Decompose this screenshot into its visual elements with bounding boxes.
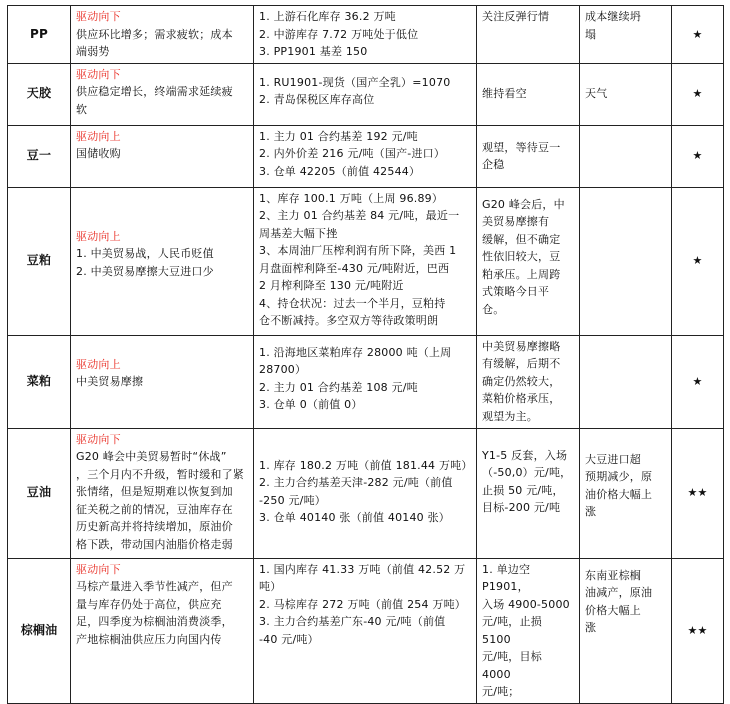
view-line: 有缓解，后期不	[482, 357, 561, 370]
data-line: 3. 仓单 0（前值 0）	[259, 398, 363, 411]
driver-desc: 供应稳定增长，终端需求延续疲	[76, 85, 233, 98]
driver-cell	[71, 125, 254, 187]
data-line: 2. 内外价差 216 元/吨（国产-进口）	[259, 147, 446, 160]
data-cell	[254, 558, 477, 703]
risk-line: 天气	[585, 87, 608, 101]
table-row	[8, 187, 724, 335]
driver-label: 驱动向下	[76, 432, 121, 446]
driver-desc: 1. 中美贸易战，人民币贬值	[76, 247, 214, 260]
star-rating: ★	[672, 63, 724, 125]
data-cell	[254, 125, 477, 187]
risk-line: 大豆进口超	[585, 452, 641, 466]
data-line: 2. 主力 01 合约基差 108 元/吨	[259, 380, 418, 394]
risk-cell	[580, 558, 672, 703]
data-line: 2、主力 01 合约基差 84 元/吨，最近一	[259, 209, 460, 222]
data-line: 3、本周油厂压榨利润有所下降，美西 1	[259, 244, 457, 257]
table-row	[8, 428, 724, 558]
driver-cell	[71, 6, 254, 64]
view-line: 菜粕价格承压，	[482, 392, 561, 405]
view-line: 确定仍然较大，	[482, 374, 561, 388]
view-line: 止损 50 元/吨，	[482, 483, 564, 497]
driver-label: 驱动向上	[76, 357, 121, 371]
view-line: （-50,0）元/吨，	[482, 466, 572, 479]
driver-desc: G20 峰会中美贸易暂时“休战”	[76, 450, 227, 463]
risk-line: 涨	[585, 621, 597, 634]
commodity-table	[7, 5, 724, 704]
view-line: 粕承压。上周跨	[482, 267, 561, 281]
view-cell	[477, 125, 580, 187]
data-line: 1. 库存 180.2 万吨（前值 181.44 万吨）	[259, 458, 473, 472]
data-line: 3. 仓单 42205（前值 42544）	[259, 164, 421, 178]
risk-cell	[580, 125, 672, 187]
view-cell	[477, 6, 580, 64]
driver-cell	[71, 335, 254, 428]
driver-desc: 中美贸易摩擦	[76, 375, 144, 388]
view-line: 关注反弹行情	[482, 10, 550, 23]
view-line: 目标-200 元/吨	[482, 501, 561, 514]
data-line: -40 元/吨）	[259, 632, 319, 646]
data-line: 2 月榨利降至 130 元/吨附近	[259, 279, 404, 292]
data-cell	[254, 187, 477, 335]
commodity-name: 菜粕	[8, 335, 71, 428]
data-cell	[254, 428, 477, 558]
view-line: 美贸易摩擦有	[482, 215, 550, 228]
data-line: 3. 仓单 40140 张（前值 40140 张）	[259, 511, 450, 524]
view-cell	[477, 558, 580, 703]
view-line: 维持看空	[482, 87, 527, 101]
table-row	[8, 6, 724, 64]
data-line: 3. 主力合约基差广东-40 元/吨（前值	[259, 615, 446, 628]
driver-desc: 国储收购	[76, 147, 121, 160]
data-line: 2. 马棕库存 272 万吨（前值 254 万吨）	[259, 597, 466, 611]
commodity-name: PP	[8, 6, 71, 64]
risk-line: 价格大幅上	[585, 603, 641, 617]
driver-cell	[71, 187, 254, 335]
view-line: 缓解，但不确定	[482, 232, 561, 246]
star-rating: ★	[672, 125, 724, 187]
view-line: 元/吨；	[482, 685, 520, 698]
view-line: Y1-5 反套，入场	[482, 448, 568, 462]
driver-label: 驱动向下	[76, 10, 121, 23]
view-line: 观望为主。	[482, 409, 538, 423]
view-line: 元/吨，止损 5100	[482, 615, 542, 646]
risk-line: 涨	[585, 505, 597, 518]
driver-desc: 征关税之前的情况，豆油库存在	[76, 502, 233, 516]
view-line: 中美贸易摩擦略	[482, 339, 561, 353]
data-line: 仓不断减持。多空双方等待政策明朗	[259, 314, 439, 327]
view-line: 元/吨，目标 4000	[482, 650, 542, 681]
star-rating: ★	[672, 187, 724, 335]
driver-desc: 格下跌，带动国内油脂价格走弱	[76, 537, 233, 551]
driver-desc: 马棕产量进入季节性减产，但产	[76, 580, 233, 593]
data-line: 28700）	[259, 363, 307, 376]
table-row	[8, 63, 724, 125]
driver-cell	[71, 428, 254, 558]
view-line: G20 峰会后，中	[482, 197, 565, 211]
data-line: 2. 中游库存 7.72 万吨处于低位	[259, 27, 419, 41]
data-line: -250 元/吨）	[259, 493, 326, 507]
data-line: 1. 国内库存 41.33 万吨（前值 42.52 万	[259, 562, 466, 576]
data-cell	[254, 63, 477, 125]
table-row	[8, 558, 724, 703]
driver-desc: 软	[76, 102, 88, 116]
driver-cell	[71, 558, 254, 703]
risk-cell	[580, 428, 672, 558]
view-line: 性依旧较大，豆	[482, 250, 561, 263]
driver-desc: 供应环比增多；需求疲软；成本	[76, 27, 233, 41]
driver-desc: 足，四季度为棕榈油消费淡季，	[76, 615, 233, 628]
risk-line: 塌	[585, 27, 597, 41]
data-line: 月盘面榨利降至-430 元/吨附近，巴西	[259, 261, 450, 275]
commodity-name: 豆油	[8, 428, 71, 558]
commodity-name: 棕榈油	[8, 558, 71, 703]
star-rating: ★	[672, 335, 724, 428]
risk-cell	[580, 335, 672, 428]
driver-desc: 量与库存仍处于高位，供应充	[76, 597, 222, 611]
view-line: 观望，等待豆一	[482, 140, 561, 154]
risk-line: 东南亚棕榈	[585, 568, 641, 582]
commodity-name: 豆一	[8, 125, 71, 187]
data-cell	[254, 335, 477, 428]
star-rating: ★	[672, 6, 724, 64]
data-line: 2. 青岛保税区库存高位	[259, 93, 375, 106]
commodity-name: 天胶	[8, 63, 71, 125]
commodity-name: 豆粕	[8, 187, 71, 335]
risk-cell	[580, 63, 672, 125]
data-line: 周基差大幅下挫	[259, 226, 338, 240]
driver-desc: 张情绪，但是短期难以恢复到加	[76, 485, 233, 498]
data-line: 4、持仓状况：过去一个半月，豆粕持	[259, 296, 446, 310]
view-cell	[477, 335, 580, 428]
data-line: 3. PP1901 基差 150	[259, 45, 368, 58]
driver-label: 驱动向上	[76, 129, 121, 143]
data-line: 1. 上游石化库存 36.2 万吨	[259, 10, 396, 23]
view-line: 入场 4900-5000	[482, 597, 570, 611]
view-cell	[477, 428, 580, 558]
data-line: 2. 主力合约基差天津-282 元/吨（前值	[259, 476, 453, 489]
risk-cell	[580, 187, 672, 335]
risk-line: 预期减少，原	[585, 470, 653, 483]
risk-cell	[580, 6, 672, 64]
data-line: 1. 沿海地区菜粕库存 28000 吨（上周	[259, 345, 452, 359]
risk-line: 成本继续坍	[585, 10, 641, 23]
star-rating: ★★	[672, 558, 724, 703]
view-line: 1. 单边空 P1901，	[482, 562, 531, 593]
risk-line: 油减产，原油	[585, 586, 653, 599]
star-rating: ★★	[672, 428, 724, 558]
driver-cell	[71, 63, 254, 125]
driver-label: 驱动向下	[76, 562, 121, 576]
driver-desc: 2. 中美贸易摩擦大豆进口少	[76, 264, 214, 278]
data-line: 1、库存 100.1 万吨（上周 96.89）	[259, 191, 444, 205]
data-line: 1. 主力 01 合约基差 192 元/吨	[259, 129, 418, 143]
view-line: 式策略今日平	[482, 285, 550, 298]
driver-desc: 产地棕榈油供应压力向国内传	[76, 632, 222, 646]
driver-desc: ，三个月内不升级，暂时缓和了紧	[76, 467, 244, 481]
data-cell	[254, 6, 477, 64]
risk-line: 油价格大幅上	[585, 487, 653, 501]
data-line: 吨）	[259, 580, 282, 593]
view-cell	[477, 187, 580, 335]
view-line: 企稳	[482, 158, 505, 171]
data-line: 1. RU1901-现货（国产全乳）=1070	[259, 75, 451, 89]
driver-desc: 端弱势	[76, 45, 110, 58]
view-cell	[477, 63, 580, 125]
table-row	[8, 335, 724, 428]
driver-desc: 历史新高并将持续增加，原油价	[76, 520, 233, 533]
driver-label: 驱动向上	[76, 229, 121, 243]
view-line: 仓。	[482, 302, 505, 316]
driver-label: 驱动向下	[76, 67, 121, 81]
table-row	[8, 125, 724, 187]
